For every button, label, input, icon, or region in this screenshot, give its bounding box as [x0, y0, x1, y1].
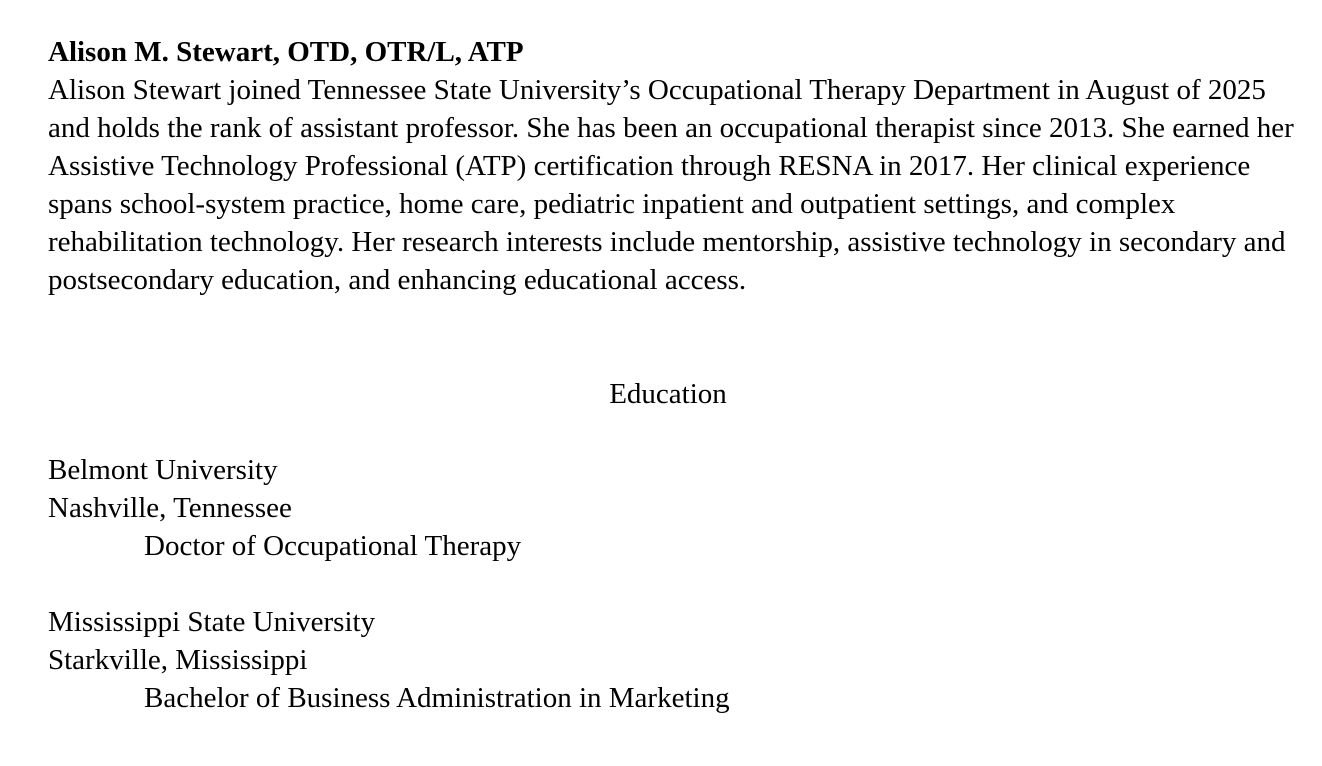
document-page [48, 33, 1298, 714]
institution-name: Mississippi State University [48, 606, 376, 638]
institution-location: Nashville, Tennessee [48, 492, 292, 524]
faculty-bio: Alison Stewart joined Tennessee State University’s Occupational Therapy Department in August of 2025 and holds the rank of assistant professor. She has been an occupational therapist since 2013. She earned her Assistive Technology Professional (ATP) certification through RESNA in 2017. Her clinical experience spans school-system practice, home care, pediatric inpatient and outpatient settings, and complex rehabilitation technology. Her research interests include mentorship, assistive technology in secondary and postsecondary education, and enhancing educational access. [48, 74, 1294, 296]
education-heading: Education [609, 378, 727, 410]
education-entry [48, 451, 521, 565]
institution-name: Belmont University [48, 454, 278, 486]
degree-name: Doctor of Occupational Therapy [144, 530, 522, 562]
faculty-name: Alison M. Stewart, OTD, OTR/L, ATP [48, 36, 524, 68]
education-entry [48, 603, 730, 717]
degree-name: Bachelor of Business Administration in Marketing [144, 682, 730, 714]
institution-location: Starkville, Mississippi [48, 644, 308, 676]
